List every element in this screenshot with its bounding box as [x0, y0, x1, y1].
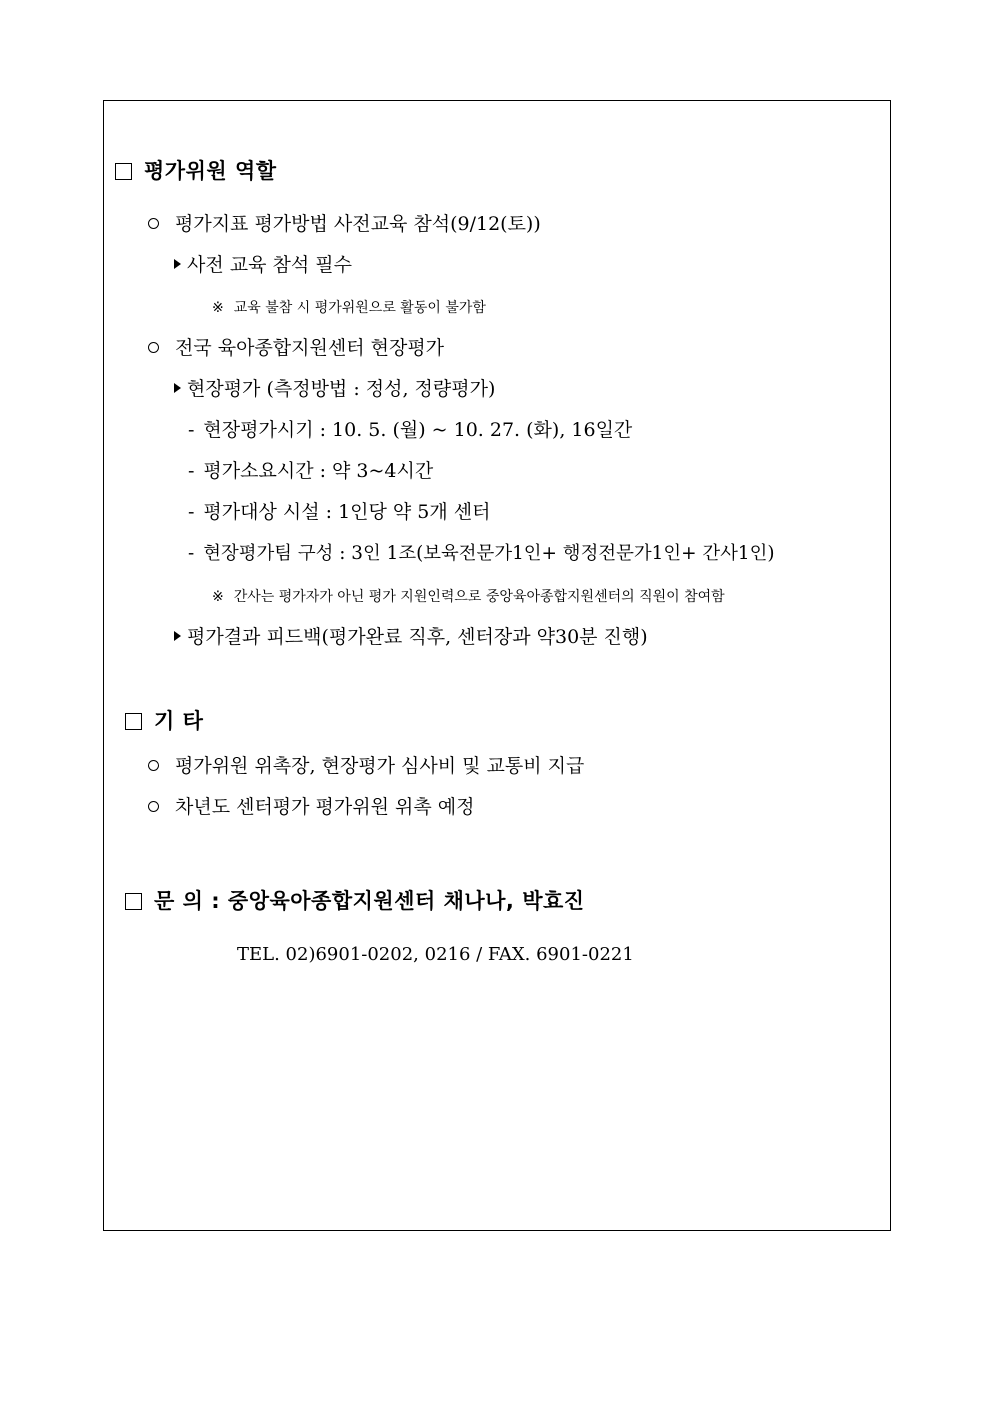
- section-title-contact: 문 의 : 중앙육아종합지원센터 채나나, 박효진: [154, 889, 585, 913]
- triangle-bullet-icon: [174, 383, 181, 393]
- detail-schedule: 현장평가시기 : 10. 5. (월) ~ 10. 27. (화), 16일간: [203, 419, 633, 441]
- note-mark-icon: ※: [212, 589, 224, 605]
- detail-line: [188, 462, 433, 481]
- etc-item: [148, 798, 474, 817]
- circle-bullet-icon: [148, 801, 159, 812]
- section-heading-roles: [115, 161, 277, 182]
- roles-item-2: [148, 339, 444, 358]
- circle-bullet-icon: [148, 218, 159, 229]
- dash-bullet: -: [188, 501, 195, 523]
- circle-bullet-icon: [148, 342, 159, 353]
- detail-duration: 평가소요시간 : 약 3~4시간: [203, 460, 434, 482]
- detail-targets: 평가대상 시설 : 1인당 약 5개 센터: [203, 501, 491, 523]
- roles-item-1-sub: [174, 256, 352, 275]
- section-title-etc: 기 타: [154, 709, 204, 733]
- roles-item-1-sub-text: 사전 교육 참석 필수: [187, 254, 352, 276]
- roles-item-2-sub: [174, 380, 495, 399]
- detail-team: 현장평가팀 구성 : 3인 1조(보육전문가1인+ 행정전문가1인+ 간사1인): [203, 543, 775, 564]
- roles-item-1-text: 평가지표 평가방법 사전교육 참석(9/12(토)): [175, 213, 541, 235]
- roles-item-1: [148, 215, 541, 234]
- section-title-roles: 평가위원 역할: [144, 159, 277, 183]
- detail-line: [188, 503, 491, 522]
- section-heading-contact: [125, 891, 585, 912]
- roles-item-2-text: 전국 육아종합지원센터 현장평가: [175, 337, 445, 359]
- roles-feedback: [174, 628, 648, 647]
- note-mark-icon: ※: [212, 300, 224, 316]
- etc-item-text: 평가위원 위촉장, 현장평가 심사비 및 교통비 지급: [175, 755, 585, 777]
- checkbox-square-icon: [125, 893, 142, 910]
- team-note-text: 간사는 평가자가 아닌 평가 지원인력으로 중앙육아종합지원센터의 직원이 참여함: [233, 589, 725, 605]
- roles-item-1-note-text: 교육 불참 시 평가위원으로 활동이 불가함: [233, 300, 486, 316]
- section-heading-etc: [125, 711, 203, 732]
- triangle-bullet-icon: [174, 631, 181, 641]
- detail-line: [188, 545, 775, 563]
- etc-item-text: 차년도 센터평가 평가위원 위촉 예정: [175, 796, 475, 818]
- roles-item-2-sub-text: 현장평가 (측정방법 : 정성, 정량평가): [187, 378, 496, 400]
- etc-item: [148, 757, 584, 776]
- dash-bullet: -: [188, 543, 195, 564]
- dash-bullet: -: [188, 460, 195, 482]
- circle-bullet-icon: [148, 760, 159, 771]
- checkbox-square-icon: [125, 713, 142, 730]
- team-note: [212, 590, 725, 604]
- triangle-bullet-icon: [174, 259, 181, 269]
- roles-item-1-note: [212, 301, 486, 315]
- checkbox-square-icon: [115, 163, 132, 180]
- detail-line: [188, 421, 632, 440]
- contact-phone-fax: TEL. 02)6901-0202, 0216 / FAX. 6901-0221: [237, 944, 634, 965]
- roles-feedback-text: 평가결과 피드백(평가완료 직후, 센터장과 약30분 진행): [187, 626, 648, 648]
- dash-bullet: -: [188, 419, 195, 441]
